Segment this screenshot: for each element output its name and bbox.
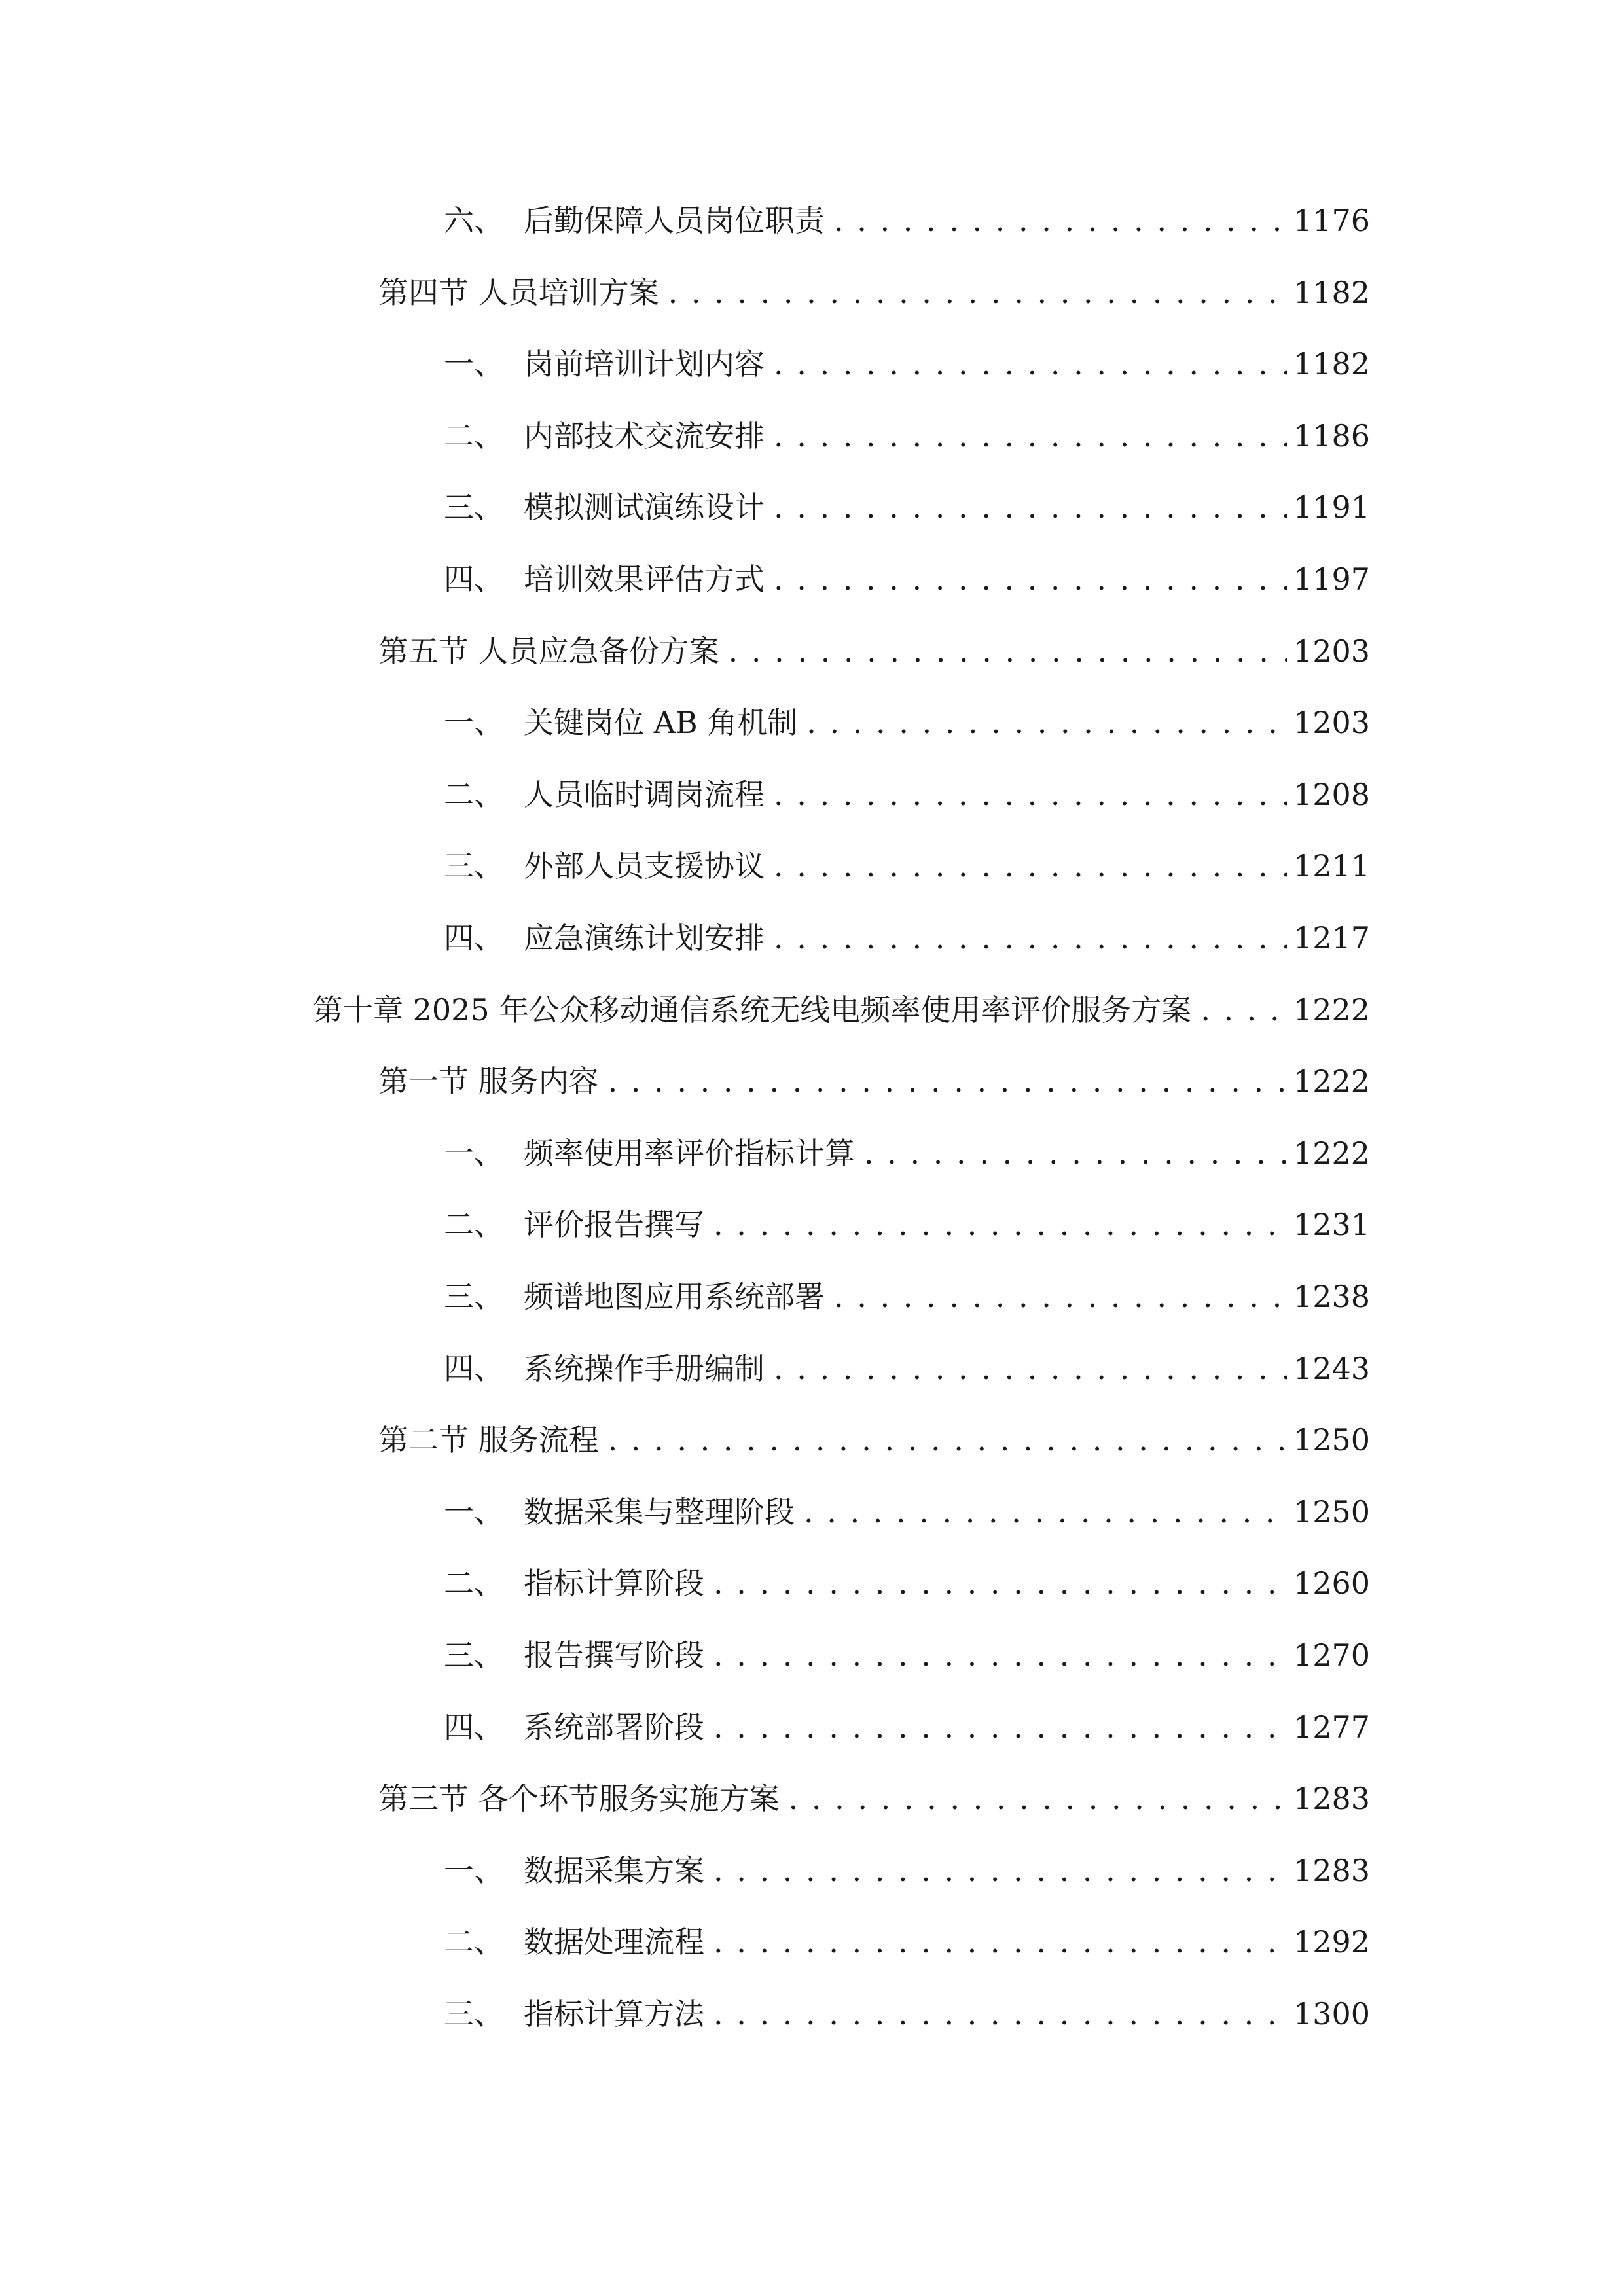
toc-entry-page-number: 1231: [1293, 1207, 1370, 1242]
toc-entry-number: 二、: [444, 1566, 504, 1601]
toc-entry-number: 三、: [444, 1279, 504, 1314]
toc-entry-title: 第三节 各个环节服务实施方案: [378, 1781, 780, 1816]
toc-entry-item[interactable]: [444, 1701, 1370, 1753]
toc-entry-title: 系统部署阶段: [524, 1710, 704, 1745]
toc-entry-title: 频率使用率评价指标计算: [524, 1136, 855, 1171]
toc-entry-item[interactable]: [444, 338, 1370, 390]
toc-dot-leader: [774, 768, 1287, 821]
toc-entry-page-number: 1203: [1293, 634, 1370, 669]
toc-dot-leader: [713, 1198, 1287, 1251]
toc-dot-leader: [806, 696, 1287, 749]
toc-entry-title: 数据采集与整理阶段: [524, 1494, 795, 1530]
toc-dot-leader: [774, 553, 1287, 605]
toc-dot-leader: [789, 1772, 1287, 1825]
toc-entry-title: 培训效果评估方式: [524, 562, 765, 597]
toc-entry-item[interactable]: [444, 1486, 1370, 1538]
toc-entry-title: 指标计算阶段: [524, 1566, 704, 1601]
toc-entry-page-number: 1250: [1293, 1422, 1370, 1458]
toc-entry-number: 一、: [444, 1853, 504, 1888]
toc-dot-leader: [1200, 984, 1287, 1036]
toc-entry-page-number: 1208: [1293, 777, 1370, 812]
toc-entry-page-number: 1243: [1293, 1351, 1370, 1386]
toc-entry-title: 人员临时调岗流程: [524, 777, 765, 812]
toc-entry-title: 第四节 人员培训方案: [378, 275, 659, 310]
toc-dot-leader: [608, 1414, 1287, 1466]
toc-entry-section[interactable]: [378, 625, 1370, 677]
toc-entry-page-number: 1300: [1293, 1996, 1370, 2032]
toc-entry-item[interactable]: [444, 1629, 1370, 1681]
toc-entry-number: 四、: [444, 562, 504, 597]
toc-entry-page-number: 1182: [1293, 275, 1370, 310]
toc-entry-section[interactable]: [378, 266, 1370, 319]
toc-dot-leader: [713, 1988, 1287, 2040]
toc-entry-chapter[interactable]: [313, 984, 1370, 1036]
toc-entry-number: 三、: [444, 1638, 504, 1673]
toc-entry-page-number: 1250: [1293, 1494, 1370, 1530]
toc-entry-page-number: 1182: [1293, 346, 1370, 382]
toc-entry-page-number: 1260: [1293, 1566, 1370, 1601]
toc-entry-number: 一、: [444, 1494, 504, 1530]
toc-entry-title: 岗前培训计划内容: [524, 346, 765, 382]
toc-entry-section[interactable]: [378, 1055, 1370, 1107]
toc-entry-title: 内部技术交流安排: [524, 418, 765, 454]
toc-entry-page-number: 1211: [1293, 848, 1370, 884]
toc-entry-number: 四、: [444, 920, 504, 956]
toc-entry-title: 外部人员支援协议: [524, 848, 765, 884]
toc-entry-page-number: 1292: [1293, 1924, 1370, 1960]
toc-dot-leader: [713, 1701, 1287, 1753]
toc-entry-title: 第一节 服务内容: [378, 1064, 599, 1099]
toc-entry-title: 应急演练计划安排: [524, 920, 765, 956]
toc-dot-leader: [834, 1270, 1287, 1323]
toc-entry-item[interactable]: [444, 194, 1370, 247]
toc-entry-number: 三、: [444, 1996, 504, 2032]
toc-dot-leader: [713, 1557, 1287, 1609]
toc-entry-number: 一、: [444, 705, 504, 740]
toc-dot-leader: [804, 1486, 1287, 1538]
toc-entry-title: 第十章 2025 年公众移动通信系统无线电频率使用率评价服务方案: [313, 992, 1192, 1028]
toc-entry-page-number: 1217: [1293, 920, 1370, 956]
toc-entry-item[interactable]: [444, 481, 1370, 533]
toc-entry-item[interactable]: [444, 1916, 1370, 1968]
toc-entry-number: 二、: [444, 1924, 504, 1960]
toc-dot-leader: [608, 1055, 1287, 1107]
toc-entry-title: 系统操作手册编制: [524, 1351, 765, 1386]
toc-entry-title: 评价报告撰写: [524, 1207, 704, 1242]
toc-dot-leader: [729, 625, 1287, 677]
toc-dot-leader: [713, 1629, 1287, 1681]
toc-dot-leader: [668, 266, 1287, 319]
toc-entry-page-number: 1222: [1293, 1064, 1370, 1099]
toc-entry-item[interactable]: [444, 1198, 1370, 1251]
toc-dot-leader: [774, 912, 1287, 964]
toc-entry-page-number: 1186: [1293, 418, 1370, 454]
toc-entry-title: 关键岗位 AB 角机制: [524, 705, 798, 740]
toc-dot-leader: [774, 840, 1287, 892]
toc-entry-number: 二、: [444, 777, 504, 812]
toc-entry-item[interactable]: [444, 410, 1370, 462]
toc-entry-title: 第五节 人员应急备份方案: [378, 634, 719, 669]
toc-entry-title: 后勤保障人员岗位职责: [524, 203, 825, 238]
toc-entry-title: 数据采集方案: [524, 1853, 704, 1888]
toc-entry-item[interactable]: [444, 1988, 1370, 2040]
toc-entry-number: 一、: [444, 1136, 504, 1171]
toc-entry-number: 四、: [444, 1351, 504, 1386]
toc-dot-leader: [834, 194, 1287, 247]
toc-entry-page-number: 1191: [1293, 490, 1370, 525]
toc-entry-page-number: 1270: [1293, 1638, 1370, 1673]
toc-entry-number: 三、: [444, 490, 504, 525]
toc-entry-item[interactable]: [444, 912, 1370, 964]
toc-entry-number: 四、: [444, 1710, 504, 1745]
toc-entry-title: 数据处理流程: [524, 1924, 704, 1960]
toc-entry-number: 三、: [444, 848, 504, 884]
toc-entry-item[interactable]: [444, 768, 1370, 821]
toc-entry-title: 频谱地图应用系统部署: [524, 1279, 825, 1314]
toc-entry-title: 报告撰写阶段: [524, 1638, 704, 1673]
toc-dot-leader: [713, 1844, 1287, 1897]
toc-entry-number: 一、: [444, 346, 504, 382]
toc-entry-item[interactable]: [444, 1342, 1370, 1395]
toc-dot-leader: [713, 1916, 1287, 1968]
toc-entry-page-number: 1203: [1293, 705, 1370, 740]
toc-dot-leader: [774, 410, 1287, 462]
toc-entry-item[interactable]: [444, 840, 1370, 892]
toc-entry-page-number: 1238: [1293, 1279, 1370, 1314]
toc-entry-item[interactable]: [444, 1270, 1370, 1323]
toc-entry-page-number: 1283: [1293, 1781, 1370, 1816]
toc-entry-number: 二、: [444, 1207, 504, 1242]
toc-entry-page-number: 1277: [1293, 1710, 1370, 1745]
toc-entry-number: 二、: [444, 418, 504, 454]
toc-entry-item[interactable]: [444, 553, 1370, 605]
toc-entry-number: 六、: [444, 203, 504, 238]
toc-entry-title: 第二节 服务流程: [378, 1422, 599, 1458]
toc-entry-page-number: 1176: [1293, 203, 1370, 238]
toc-dot-leader: [774, 1342, 1287, 1395]
toc-entry-page-number: 1222: [1293, 992, 1370, 1028]
toc-entry-section[interactable]: [378, 1414, 1370, 1466]
toc-entry-item[interactable]: [444, 1844, 1370, 1897]
toc-entry-item[interactable]: [444, 696, 1370, 749]
toc-dot-leader: [864, 1127, 1287, 1179]
toc-entry-title: 模拟测试演练设计: [524, 490, 765, 525]
toc-entry-page-number: 1283: [1293, 1853, 1370, 1888]
toc-entry-title: 指标计算方法: [524, 1996, 704, 2032]
toc-entry-page-number: 1197: [1293, 562, 1370, 597]
toc-dot-leader: [774, 481, 1287, 533]
toc-entry-page-number: 1222: [1293, 1136, 1370, 1171]
toc-entry-item[interactable]: [444, 1127, 1370, 1179]
toc-entry-item[interactable]: [444, 1557, 1370, 1609]
toc-dot-leader: [774, 338, 1287, 390]
toc-entry-section[interactable]: [378, 1772, 1370, 1825]
